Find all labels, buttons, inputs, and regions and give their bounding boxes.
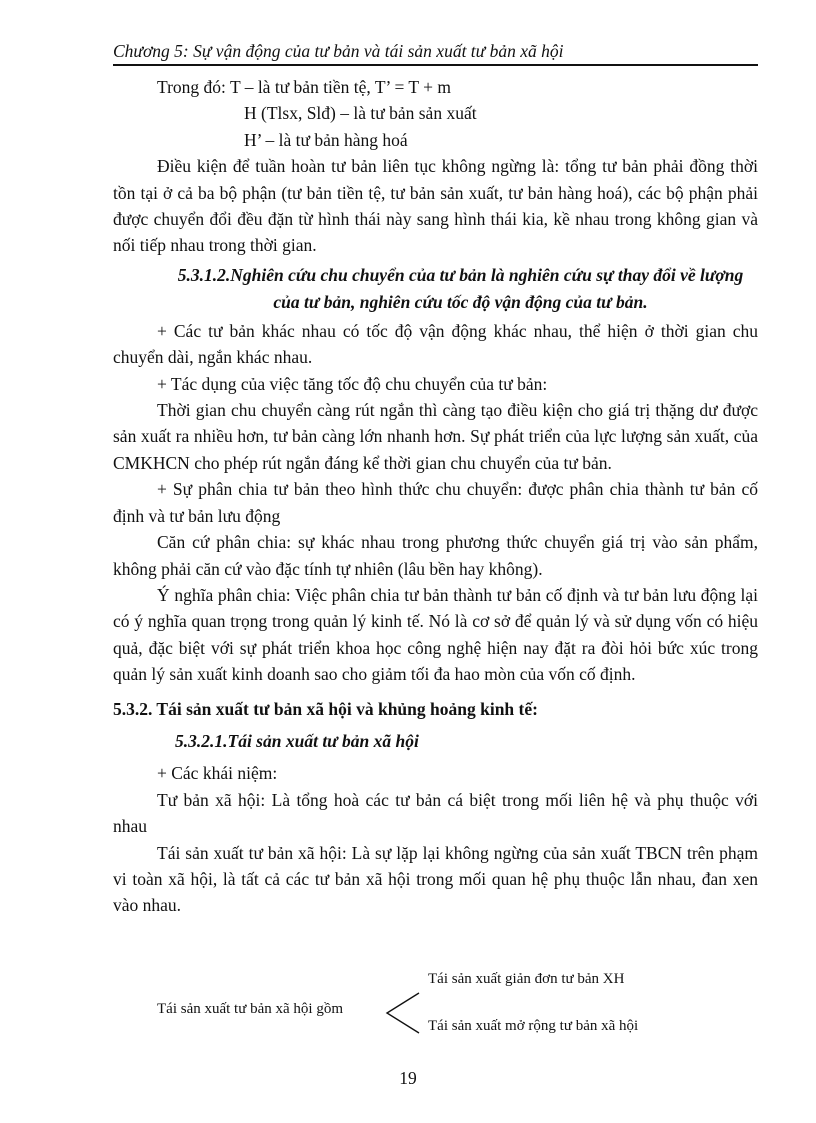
section-heading-532: 5.3.2. Tái sản xuất tư bản xã hội và khủng hoảng kinh tế:	[113, 698, 538, 719]
branch-bracket-icon	[383, 991, 425, 1035]
section-heading-5321: 5.3.2.1.Tái sản xuất tư bản xã hội	[175, 730, 419, 751]
diagram-left-label: Tái sản xuất tư bản xã hội gồm	[157, 1001, 344, 1017]
diagram-expanded-reproduction-label: Tái sản xuất mở rộng tư bản xã hội	[428, 1018, 639, 1034]
paragraph-basis: Căn cứ phân chia: sự khác nhau trong phương thức chuyển giá trị vào sản phẩm, không phải căn cứ vào đặc tính tự nhiên (lâu bền hay không).	[113, 532, 758, 579]
diagram-simple-reproduction-label: Tái sản xuất giản đơn tư bản XH	[428, 971, 625, 987]
paragraph-social-reproduction: Tái sản xuất tư bản xã hội: Là sự lặp lại không ngừng của sản xuất TBCN trên phạm vi toàn xã hội, là tất cả các tư bản xã hội trong mối quan hệ phụ thuộc lẫn nhau, đan xen vào nhau.	[113, 842, 758, 916]
paragraph-turnover-speed: + Các tư bản khác nhau có tốc độ vận động khác nhau, thể hiện ở thời gian chu chuyển dài, ngắn khác nhau.	[113, 320, 758, 368]
paragraph-concepts: + Các khái niệm:	[157, 763, 278, 784]
paragraph-division: + Sự phân chia tư bản theo hình thức chu chuyển: được phân chia thành tư bản cố định và tư bản lưu động	[113, 479, 758, 526]
page-number: 19	[399, 1068, 417, 1088]
chapter-header: Chương 5: Sự vận động của tư bản và tái sản xuất tư bản xã hội	[113, 41, 564, 61]
definition-line-commodity: H’ – là tư bản hàng hoá	[244, 129, 408, 150]
definition-line-money: Trong đó: T – là tư bản tiền tệ, T’ = T + m	[157, 77, 451, 97]
definition-line-production: H (Tlsx, Slđ) – là tư bản sản xuất	[244, 103, 477, 124]
page-body	[113, 74, 758, 919]
paragraph-circulation-condition: Điều kiện để tuần hoàn tư bản liên tục không ngừng là: tổng tư bản phải đồng thời tồn tại ở cả ba bộ phận (tư bản tiền tệ, tư bản sản xuất, tư bản hàng hoá), các bộ phận phải được chuyển đổi đều đặn từ hình thái này sang hình thái kia, kề nhau trong không gian và nối tiếp nhau trong thời gian.	[113, 156, 758, 256]
paragraph-social-capital: Tư bản xã hội: Là tổng hoà các tư bản cá biệt trong mối liên hệ và phụ thuộc với nhau	[113, 789, 758, 837]
reproduction-diagram	[113, 968, 758, 1048]
paragraph-effect: Thời gian chu chuyển càng rút ngắn thì càng tạo điều kiện cho giá trị thặng dư được sản xuất ra nhiều hơn, tư bản càng lớn nhanh hơn. Sự phát triển của lực lượng sản xuất, của CMKHCN cho phép rút ngắn đáng kể thời gian chu chuyển của tư bản.	[113, 400, 758, 473]
header-divider	[113, 64, 758, 66]
paragraph-meaning: Ý nghĩa phân chia: Việc phân chia tư bản thành tư bản cố định và tư bản lưu động lại có ý nghĩa quan trọng trong quản lý kinh tế. Nó là cơ sở để quản lý và sử dụng vốn có hiệu quả, đặc biệt với sự phát triển khoa học công nghệ hiện nay đặt ra đòi hỏi bức xúc trong quản lý sản xuất kinh doanh sao cho giảm tối đa hao mòn của vốn cố định.	[113, 584, 758, 685]
section-heading-5312: 5.3.1.2.Nghiên cứu chu chuyển của tư bản là nghiên cứu sự thay đổi về lượng của tư bản, nghiên cứu tốc độ vận động của tư bản.	[177, 264, 744, 312]
paragraph-effect-title: + Tác dụng của việc tăng tốc độ chu chuyển của tư bản:	[157, 373, 548, 394]
